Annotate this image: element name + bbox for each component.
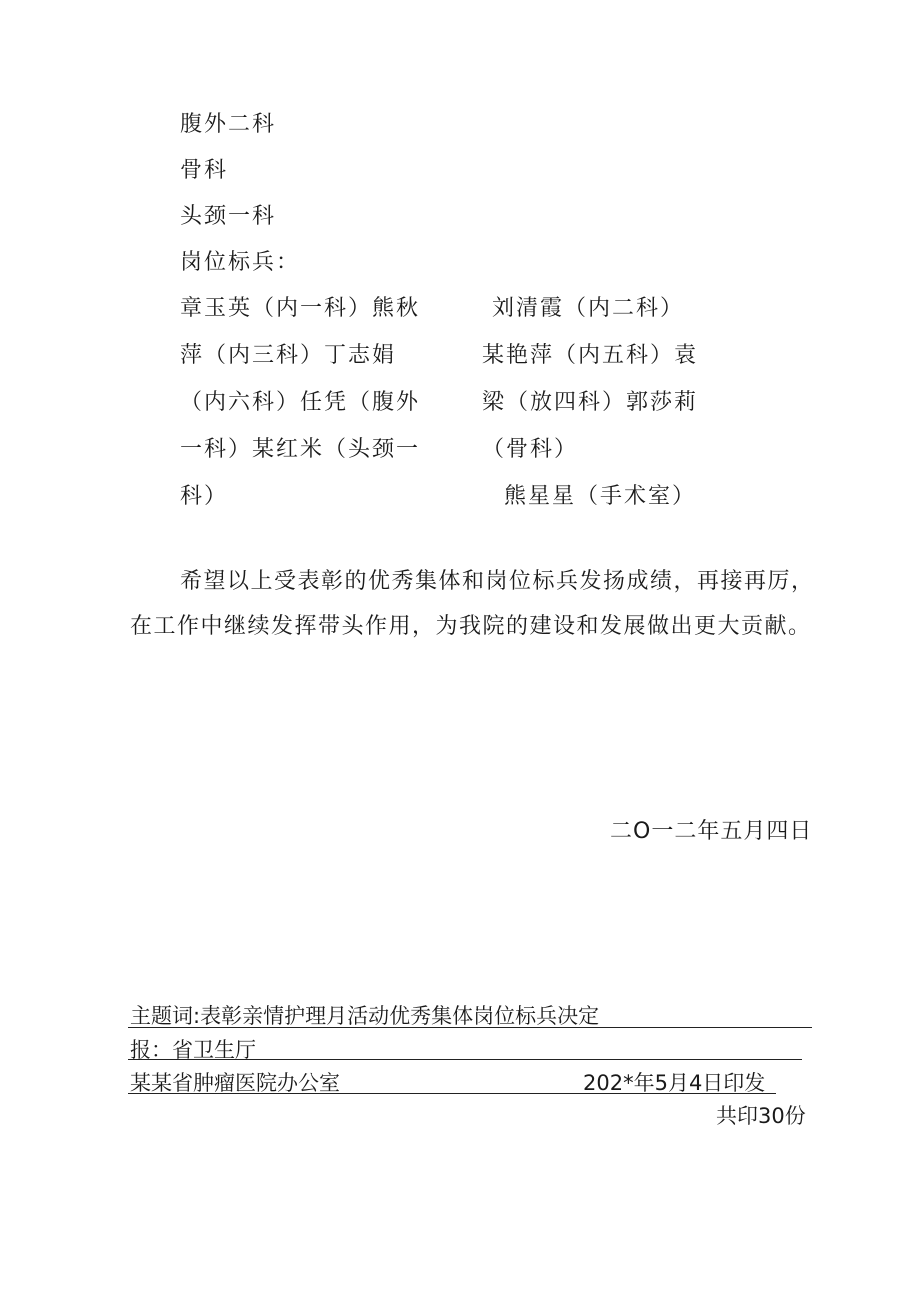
name-line-left: 萍（内三科）丁志娟 — [180, 343, 397, 368]
report-to: 报：省卫生厅 — [130, 1038, 256, 1062]
divider — [128, 1059, 802, 1060]
divider — [128, 1027, 812, 1028]
name-line-left: 科） — [180, 484, 229, 509]
name-line-left: （内六科）任凭（腹外 — [180, 390, 421, 415]
divider — [128, 1093, 776, 1094]
name-line-left: 一科）某红米（头颈一 — [180, 437, 421, 462]
department-item: 骨科 — [180, 158, 229, 183]
issue-date-line: 二O一二年五月四日 — [610, 819, 813, 844]
closing-paragraph-line: 希望以上受表彰的优秀集体和岗位标兵发扬成绩，再接再厉， — [180, 569, 815, 594]
subject-keywords: 主题词:表彰亲情护理月活动优秀集体岗位标兵决定 — [130, 1004, 600, 1028]
name-line-right: 某艳萍（内五科）袁 — [482, 343, 699, 368]
department-item: 腹外二科 — [180, 112, 277, 137]
department-item: 头颈一科 — [180, 204, 277, 229]
print-issue-date: 202*年5月4日印发 — [583, 1071, 766, 1095]
name-line-right: （骨科） — [482, 437, 579, 462]
closing-paragraph-line: 在工作中继续发挥带头作用，为我院的建设和发展做出更大贡献。 — [130, 614, 812, 639]
name-line-right: 梁（放四科）郭莎莉 — [482, 390, 699, 415]
name-line-left: 章玉英（内一科）熊秋 — [180, 296, 421, 321]
post-model-heading: 岗位标兵： — [180, 250, 301, 275]
name-line-right: 熊星星（手术室） — [504, 484, 697, 509]
issuing-office: 某某省肿瘤医院办公室 — [130, 1071, 340, 1095]
copies-count: 共印30份 — [716, 1104, 806, 1128]
name-line-right: 刘清霞（内二科） — [492, 296, 685, 321]
